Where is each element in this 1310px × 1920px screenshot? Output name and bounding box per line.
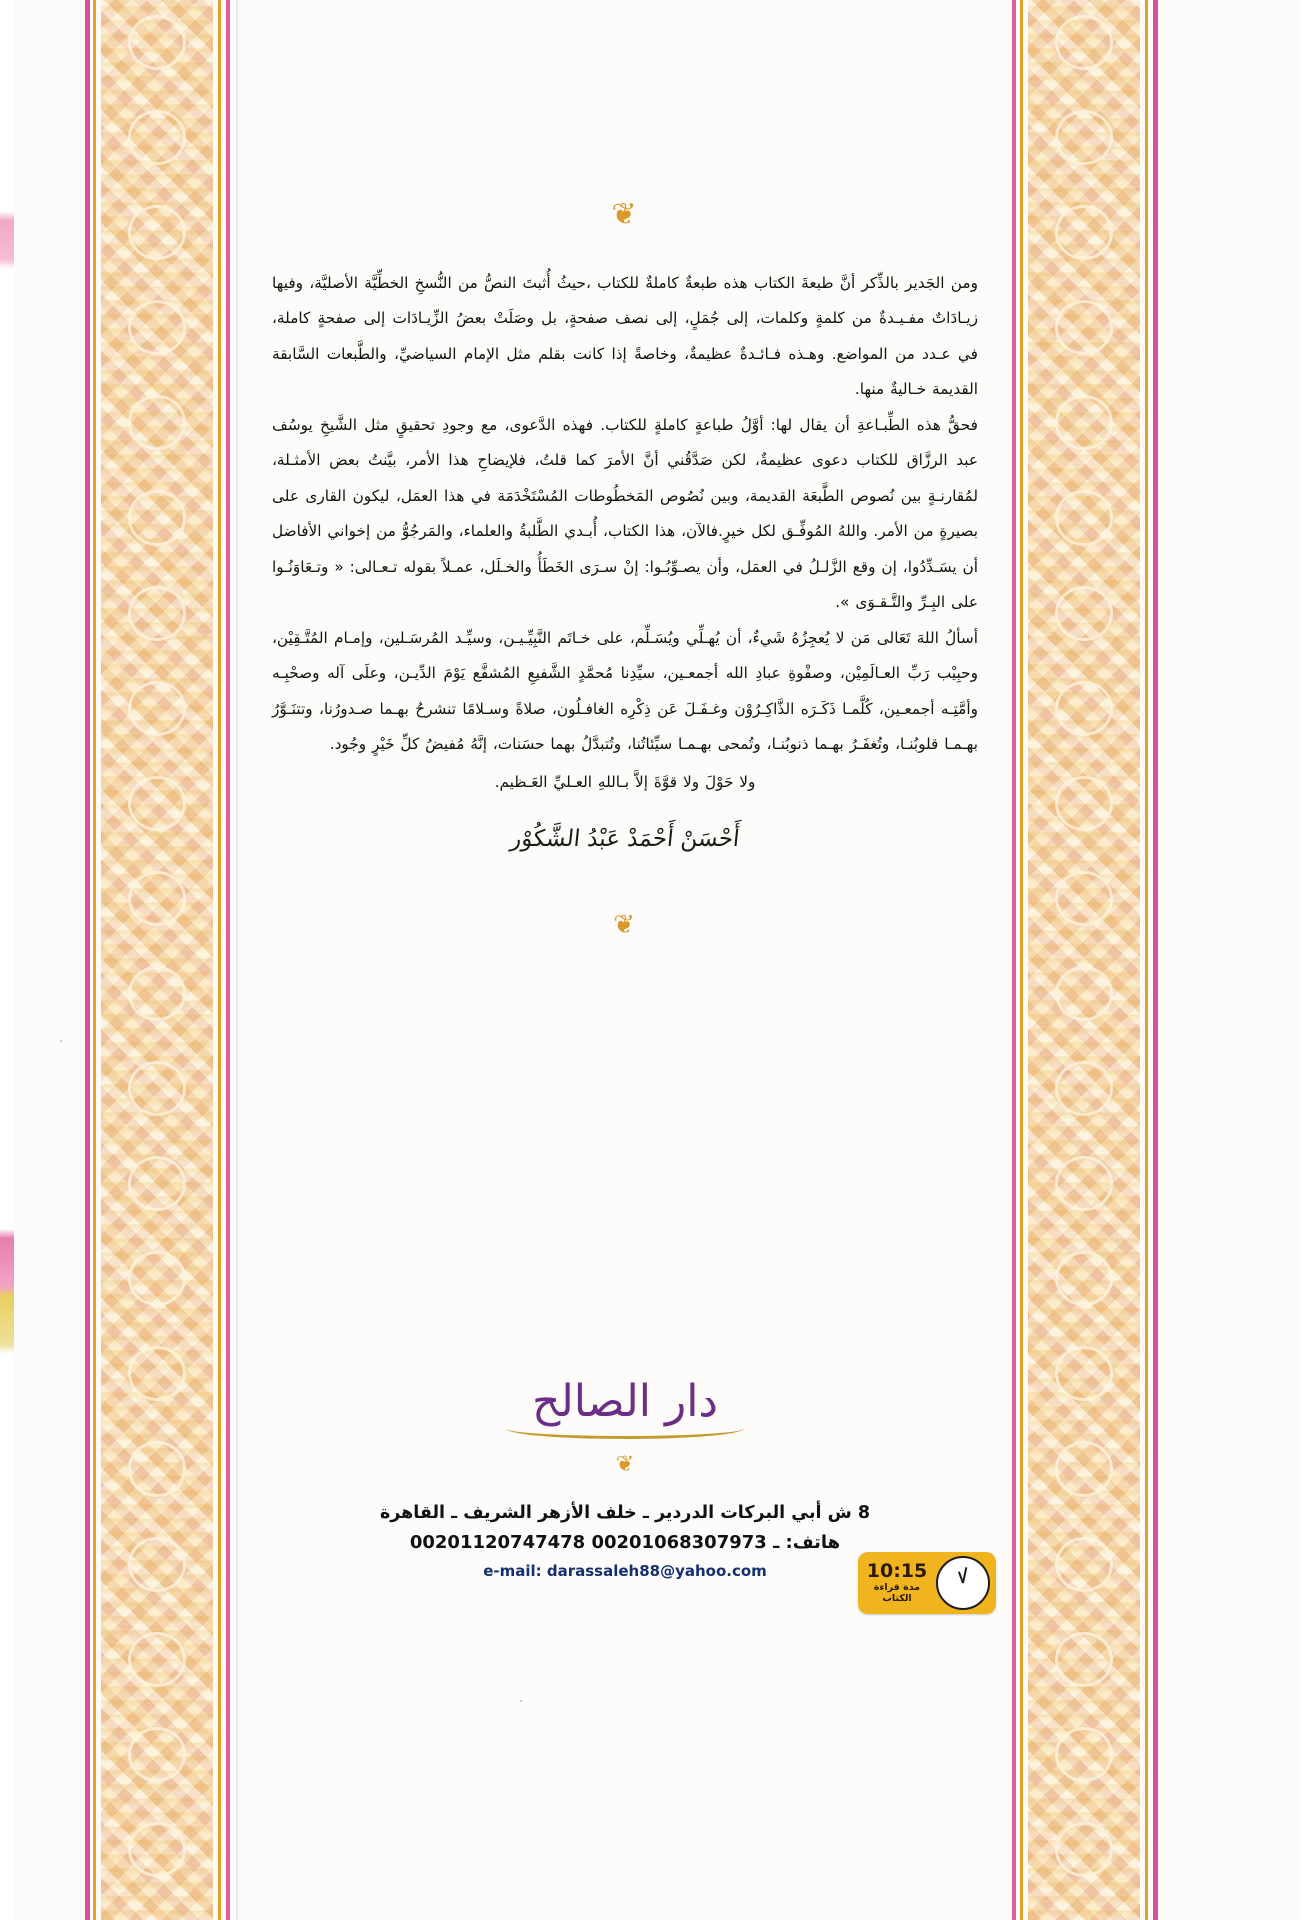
rosette-icon xyxy=(1058,1444,1110,1493)
scan-speck xyxy=(520,1700,522,1702)
publisher-phone-row xyxy=(250,1532,1000,1553)
paragraph: فحقُّ هذه الطِّبـاعةِ أن يقال لها: أوَّلُ طباعةٍ كاملةٍ للكتاب. فهذه الدَّعوى، مع وجودِ تحقيقٍ مثل الشَّيخِ يوسُف عبد الرزَّاق للكتاب دعوى عظيمةٌ، لكن صَدَّقُني أنَّ الأمرَ كما قلتُ، فلإيضاحِ هذا الأمر، بيَّنتُ بعض الأمثـلة، لمُقارنـةٍ بين نُصوص الطَّبعَة القديمة، وبين نُصُوص المَخطُوطات المُسْتَخْدَمَة في هذا العمَل، ليكون القارى على بصيرةٍ من الأمر. واللهُ المُوفِّـق لكل خيرٍ.فالآن، هذا الكتاب، أُبـدي الطَّلبةُ والعلماء، والمَرجُوُّ من إخواني الأفاضل أن يسَـدِّدُوا، إن وقع الزَّلـلُ في العمَل، وأن يصـوِّبُـوا: إنْ سـرَى الخَطَأُ والخـلَل، عمـلاً بقوله تـعـالى: « وتـعَاوَنُـوا على البِـرِّ والتَّـقـوَى ». xyxy=(272,415,978,612)
rosette-icon xyxy=(1058,18,1110,67)
reading-time-label: مدة قراءة الكتاب xyxy=(873,1582,921,1604)
rosette-icon xyxy=(131,398,183,447)
paragraph: ولا حَوْلَ ولا قوَّةَ إلاَّ بـاللهِ العـليِّ العَـظيم. xyxy=(494,772,756,791)
rosette-icon xyxy=(1058,589,1110,638)
rosette-icon xyxy=(1058,1540,1110,1589)
publisher-block xyxy=(250,1370,1000,1580)
logo-swash-ornament xyxy=(506,1418,744,1439)
rosette-icon xyxy=(131,1540,183,1589)
rosette-icon xyxy=(131,589,183,638)
decorative-border-right xyxy=(1012,0,1162,1920)
border-band-magenta-outer xyxy=(85,0,90,1920)
rosette-icon xyxy=(1058,208,1110,257)
scan-edge-artifact-left xyxy=(0,0,14,1920)
decorative-border-left xyxy=(85,0,235,1920)
border-band-gold-inner xyxy=(1020,0,1023,1920)
publisher-phone-label: هاتف: xyxy=(785,1532,841,1553)
rosette-icon xyxy=(1058,969,1110,1018)
publisher-logo xyxy=(506,1370,744,1429)
rosette-icon xyxy=(131,113,183,162)
reading-time-value: 10:15 xyxy=(866,1560,928,1583)
rosette-icon xyxy=(1058,1635,1110,1684)
reading-time-badge xyxy=(858,1552,996,1614)
rosette-icon xyxy=(131,684,183,733)
rosette-icon xyxy=(1058,303,1110,352)
mid-flourish-ornament: ❦ xyxy=(613,910,637,940)
publisher-phone-numbers: 00201120747478 ـ 00201068307973 xyxy=(409,1532,780,1553)
rosette-icon xyxy=(1058,113,1110,162)
rosette-icon xyxy=(1058,684,1110,733)
rosette-icon xyxy=(131,969,183,1018)
scan-fold-line-left xyxy=(236,0,238,1920)
rosette-icon xyxy=(131,18,183,67)
author-signature: أَحْسَنْ أَحْمَدْ عَبْدُ الشَّكُوْر xyxy=(509,826,741,853)
reading-time-text xyxy=(864,1561,930,1605)
rosette-icon xyxy=(1058,1349,1110,1398)
rosette-icon xyxy=(131,1444,183,1493)
scan-edge-artifact-right xyxy=(1300,0,1310,1920)
paragraph: ومن الجَدير بالذِّكر أنَّ طبعةَ الكتاب هذه طبعةٌ كاملةٌ للكتاب ،حيثُ أُثبتَ النصُّ من النُّسخِ الخطِّيَّة الأصليَّة، وفيها زيـادَاتٌ مفـيـدةٌ من كلمةٍ وكلمات، إلى جُمَلٍ، إلى نصف صفحةٍ، بل وصَلَتْ بعضُ الزِّيـادَات إلى صفحةٍ كاملة، في عـدد من المواضع. وهـذه فـائـدةٌ عظيمةٌ، وخاصةً إذا كانت بقلم مثل الإمام السياضيِّ، والطَّبعات السَّابقة القديمة خـاليةٌ منها. xyxy=(272,274,978,399)
publisher-email-address[interactable]: darassaleh88@yahoo.com xyxy=(546,1562,767,1580)
rosette-icon xyxy=(131,1730,183,1779)
border-band-magenta-inner xyxy=(226,0,230,1920)
rosette-icon xyxy=(131,779,183,828)
paragraph: أسألُ اللهَ تَعَالى مَن لا يُعجِزُهُ شَيءٌ، أن يُهـلِّي ويُسَـلِّم، على خـاتَم النَّبِيِّـيـن، وسيِّـد المُرسَـلين، وإمـام المُتَّـقِيْن، وحبِيْب رَبِّ العـالَمِيْن، وصفْوةِ عبادِ الله أجمعـين، سيِّدِنا مُحمَّدٍ الشَّفيعِ المُشفَّع يَوْمَ الدِّيـن، وعلَى آله وصحْبِـه وأمَّتِـه أجمعـين، كُلَّمـا ذَكَـرَه الذَّاكِـرُوْن وغـفَـلَ عَن ذِكْرِه الغافـلُون، صلاةً وسـلامًا تنشرحُ بهـما صـدورُنا، وتتنَـوَّرُ بهـمـا قلوبُنـا، وتُغفَـرُ بهـما ذنوبُنـا، وتُمحى بهـمـا سيِّئاتُنا، وتُتبدَّلُ بهما حسَنات، إنَّهُ مُفيضُ كلِّ خَيْرٍ وجُود. xyxy=(272,628,978,754)
rosette-icon xyxy=(1058,1730,1110,1779)
rosette-icon xyxy=(131,874,183,923)
rosette-icon xyxy=(1058,1254,1110,1303)
clock-icon xyxy=(936,1556,990,1610)
rosette-icon xyxy=(1058,779,1110,828)
rosette-icon xyxy=(131,1064,183,1113)
border-band-gold xyxy=(1145,0,1148,1920)
top-flourish-ornament: ❦ xyxy=(611,198,639,231)
border-ornament-pattern xyxy=(101,0,213,1920)
rosette-icon xyxy=(1058,493,1110,542)
page-content xyxy=(250,0,1000,1920)
border-band-gold-inner xyxy=(218,0,221,1920)
rosette-icon xyxy=(131,493,183,542)
rosette-icon xyxy=(131,1349,183,1398)
publisher-flourish-ornament: ❦ xyxy=(615,1451,635,1476)
rosette-icon xyxy=(1058,398,1110,447)
rosette-icon xyxy=(1058,1825,1110,1874)
border-band-magenta-outer xyxy=(1153,0,1158,1920)
publisher-email-label: e-mail: xyxy=(483,1562,542,1580)
rosette-icon xyxy=(131,1825,183,1874)
publisher-address: 8 ش أبي البركات الدردير ـ خلف الأزهر الشريف ـ القاهرة xyxy=(379,1503,871,1523)
rosette-icon xyxy=(1058,1159,1110,1208)
border-band-gold xyxy=(93,0,96,1920)
rosette-icon xyxy=(1058,1064,1110,1113)
rosette-icon xyxy=(131,1635,183,1684)
scan-speck xyxy=(60,1040,62,1042)
rosette-icon xyxy=(131,1254,183,1303)
rosette-icon xyxy=(131,1159,183,1208)
rosette-icon xyxy=(131,208,183,257)
rosette-icon xyxy=(1058,874,1110,923)
publisher-logo-text: دار الصالح xyxy=(531,1376,719,1427)
border-band-magenta-inner xyxy=(1012,0,1016,1920)
body-text-block xyxy=(272,266,978,800)
border-ornament-pattern xyxy=(1028,0,1140,1920)
rosette-icon xyxy=(131,303,183,352)
